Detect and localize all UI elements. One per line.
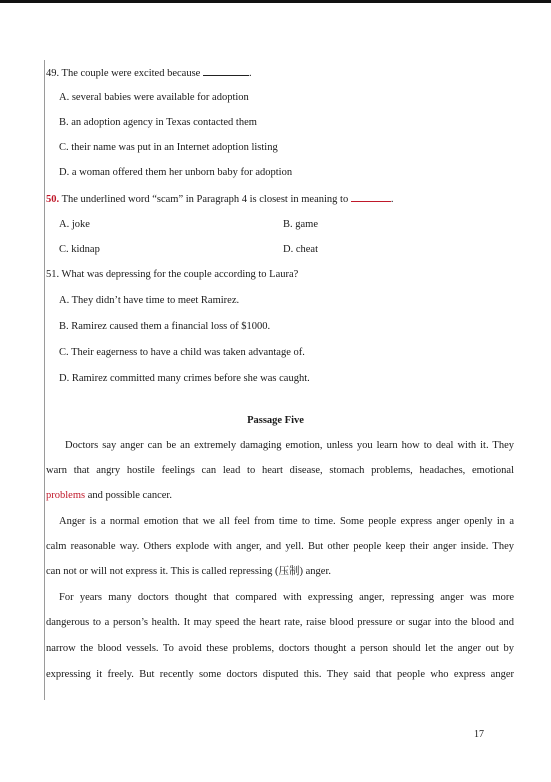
question-51: 51. What was depressing for the couple according to Laura?: [46, 269, 299, 280]
question-49-blank: [203, 66, 249, 76]
passage-title: Passage Five: [247, 415, 304, 426]
paragraph-3-line-2: dangerous to a person’s health. It may speed the heart rate, raise blood pressure or sugar into the blood and: [46, 617, 514, 628]
q49-option-c: C. their name was put in an Internet adoption listing: [59, 142, 278, 153]
paragraph-2-line-2: calm reasonable way. Others explode with anger, and yell. But other people keep their anger inside. They: [46, 541, 514, 552]
q49-option-b: B. an adoption agency in Texas contacted them: [59, 117, 257, 128]
q50-option-c: C. kidnap: [59, 244, 100, 255]
paragraph-1-marked-word: problems: [46, 490, 86, 501]
question-50: [46, 192, 393, 207]
top-border: [0, 0, 551, 3]
q50-option-b: B. game: [283, 219, 318, 230]
paragraph-1-line-3: [46, 489, 172, 503]
q51-option-a: A. They didn’t have time to meet Ramirez.: [59, 295, 240, 306]
question-49-end: .: [248, 68, 252, 79]
question-49: [46, 66, 252, 81]
paragraph-2-line-1: Anger is a normal emotion that we all feel from time to time. Some people express anger openly in a: [59, 516, 514, 527]
question-50-stem: The underlined word “scam” in Paragraph 4 is closest in meaning to: [61, 194, 349, 205]
paragraph-1-line-2: warn that angry hostile feelings can lead to heart disease, stomach problems, headaches, emotional: [46, 465, 514, 476]
question-50-blank: [351, 192, 391, 202]
question-50-number: 50.: [46, 194, 60, 205]
paragraph-3-line-4: expressing it freely. But recently some doctors disputed this. They said that people who express anger: [46, 669, 514, 680]
q50-option-a: A. joke: [59, 219, 90, 230]
q51-option-c: C. Their eagerness to have a child was taken advantage of.: [59, 347, 305, 358]
paragraph-1-line-3-rest: and possible cancer.: [85, 490, 172, 501]
binding-margin-line: [44, 60, 45, 700]
question-49-stem: 49. The couple were excited because: [46, 68, 201, 79]
q51-option-d: D. Ramirez committed many crimes before she was caught.: [59, 373, 310, 384]
question-50-end: .: [390, 194, 394, 205]
paragraph-3-line-1: For years many doctors thought that compared with expressing anger, repressing anger was more: [59, 592, 514, 603]
paragraph-1-line-1: Doctors say anger can be an extremely damaging emotion, unless you learn how to deal with it. They: [65, 440, 514, 451]
page-number: 17: [474, 729, 484, 740]
q49-option-d: D. a woman offered them her unborn baby for adoption: [59, 167, 293, 178]
paragraph-3-line-3: narrow the blood vessels. To avoid these problems, doctors thought a person should let the anger out by: [46, 643, 514, 654]
q51-option-b: B. Ramirez caused them a financial loss of $1000.: [59, 321, 271, 332]
paragraph-2-line-3: can not or will not express it. This is called repressing (压制) anger.: [46, 566, 331, 577]
q50-option-d: D. cheat: [283, 244, 318, 255]
q49-option-a: A. several babies were available for adoption: [59, 92, 249, 103]
